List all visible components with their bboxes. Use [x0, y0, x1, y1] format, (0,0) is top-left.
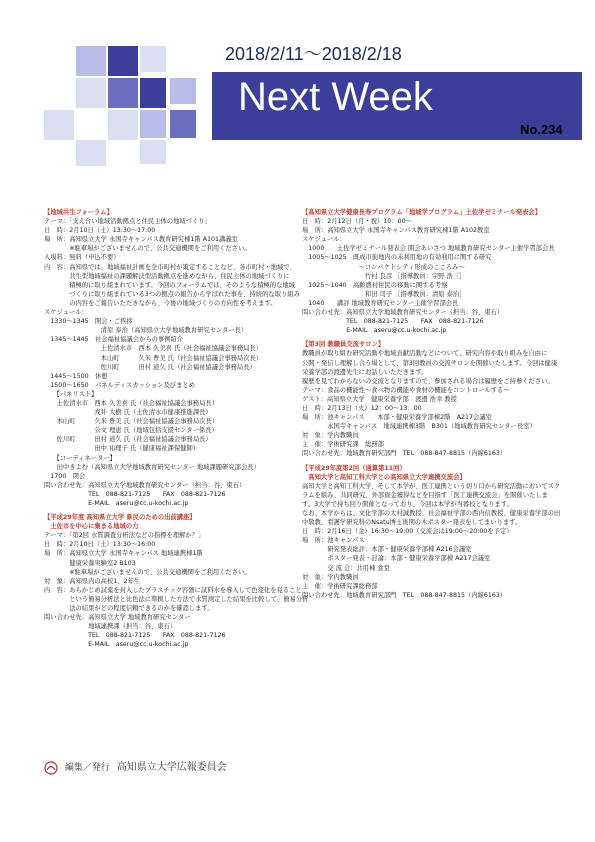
text-line: 履歴を見てわからないの交流となりますので、参加される場合は履歴をご持参ください。 [302, 377, 554, 385]
text-line: 公文 理恵 氏（地域包括支援センター係長） [44, 427, 218, 435]
text-line: 公開・発信し理解し合う場として、第3回教員の交流サロンを開催いたします。今回は健康 [302, 359, 558, 367]
text-line: 問い合わせ先：地域教育研究部門 TEL 088-847-8815（内線6163） [302, 591, 507, 599]
text-line: ゲスト：高知県立大学 健康栄養学部 渡邊 浩幸 教授 [302, 395, 457, 403]
text-line: 1445～1500 休憩 [44, 372, 108, 380]
text-line: 田中 祐理子 氏（健康福祉課保健師） [44, 445, 200, 453]
section-heading: 【地域共生フォーラム】 [44, 209, 113, 216]
text-line: 本山町 久米 豊美 氏（社会福祉協議会事務局次長） [44, 354, 263, 362]
issue-number: No.234 [520, 122, 563, 137]
text-line: E-MAIL aseru@cc.u-kochi.ac.jp [44, 641, 189, 649]
text-line: す。3大学で持ち回り開催となっており、今回は本学が当番校となります。 [302, 500, 513, 508]
text-line: 教職員が取り組む研究活動や地域貢献活動などについて、研究内容や取り組みを自由に [302, 350, 548, 358]
text-line: ～コンパクトシティ形成のこころみ～ [302, 263, 465, 271]
text-line: 法の結果がどの程度信頼できるのかを確認します。 [44, 605, 214, 613]
text-line: 共生型地域福祉の課題解決型活動拠点を進めながら、住民主体の地域づくりに [44, 272, 290, 280]
text-line: 高知大学と高知工科大学、そして本学が、医工連携という切り口から研究活動においてスク [302, 482, 561, 490]
section-heading: 【第3回 教職員交流サロン】 [302, 341, 385, 349]
text-line: 健康栄養実験室2 B103 [44, 559, 136, 567]
text-line: という簡易分析法と比色法に準拠した方法で水質測定した結果を比較して、簡易分析 [44, 595, 309, 603]
footer [44, 758, 227, 775]
text-line: 主 催：学術研究課 総務部 [302, 441, 384, 449]
deco-square [108, 46, 138, 76]
newsletter-title: Next Week [238, 75, 433, 119]
text-line: づくりに取り組まれている3つの拠点の報告から学ばれた事を、持続的な取り組み [44, 290, 300, 298]
text-line: 問い合わせ先：高知県立大学 地域教育研究センター [44, 614, 191, 622]
text-line: TEL 088-821-7125 FAX 088-821-7126 [44, 632, 226, 640]
text-line: 【パネリスト】 [44, 390, 98, 398]
text-line: 1500～1650 パネルディスカッション及びまとめ [44, 381, 195, 389]
text-line: 【コーディネーター】 [44, 454, 116, 462]
footer-publisher: 高知県立大学広報委員会 [116, 762, 227, 773]
text-line: 日 時：2月10日（土）13:30～16:00 [44, 541, 156, 549]
text-line: 1330～1345 開会・ご挨拶 [44, 318, 133, 326]
text-line: 佐川町 田村 道久 氏（社会福祉協議会事務局長） [44, 436, 212, 444]
text-line: ※駐車場がございませんので、公共交通機関をご利用ください。 [44, 245, 251, 253]
deco-square [170, 110, 196, 138]
text-line: 1345～1445 社会福祉協議会からの事例紹介 [44, 336, 184, 344]
left-column [44, 208, 309, 650]
deco-square [108, 110, 138, 140]
section-heading: 【平成29年度第2回（通算第11回） [302, 464, 406, 472]
deco-square [170, 78, 196, 104]
text-line: E-MAIL aseru@cc.u-kochi.ac.jp [44, 500, 189, 507]
text-line: テーマ：「支え合い地域活動拠点と住民主体の地域づくり」 [44, 218, 211, 226]
header [0, 0, 595, 200]
text-line: 竹村 良彦 ［指導教員：宇野 浩三］ [302, 272, 466, 280]
text-line: 交 流 会：共用棟 食堂 [302, 564, 390, 572]
text-line: 土佐清水市 西本 久美喜 氏（社会福祉協議会事務局長） [44, 399, 219, 407]
text-line: 対 象：学内教職員 [302, 573, 359, 581]
text-line: TEL 088-821-7125 FAX 088-821-7126 [302, 318, 484, 326]
deco-square [140, 46, 166, 72]
text-line: 問い合わせ先：高知県立大学地域教育研究センター（担当：谷、東石） [302, 309, 504, 317]
text-line: 研究発表総評：本部・健康栄養学部棟 A216会議室 [302, 546, 472, 554]
deco-square [76, 78, 106, 108]
text-line: 対 象：学内教職員 [302, 432, 359, 440]
text-line: 内 容：あらかじめ試薬を封入したプラスチック容器に試料水を導入して色変化を見ること [44, 586, 302, 594]
section-heading: 土佐市を中心に集まる地域の力 [44, 523, 139, 531]
date-range: 2018/2/11～2018/2/18 [225, 44, 402, 64]
text-line: 土佐清水市 西本 久美喜 氏（社会福祉協議会事務局長） [44, 345, 263, 353]
text-line: なお、本学からは、文化学部の大村誠教授、社会福祉学部の西内信教授、健康栄養学部の田 [302, 510, 561, 517]
text-line: 問い合わせ先：高知県立大学地域教育研究センター（担当：谷、東石） [44, 481, 246, 489]
text-line: 積極的に取り組まれています。今回のフォーラムでは、そのような積極的な地域 [44, 281, 295, 289]
section-heading: 【高知県立大学健康長寿プログラム「地域学プログラム」土佐学ゼミナール発表会】 [302, 209, 542, 216]
text-line: 日 時：2月10日（土）13:30～17:00 [44, 227, 156, 235]
text-line: 佐川町 田村 道久 氏（社会福祉協議会事務局長） [44, 363, 256, 371]
text-line: 中敬教、看護学研究科のNsatu博士後期の木ポスター発表をしてまいります。 [302, 519, 522, 527]
text-line: 場 所：池キャンパス [302, 537, 365, 545]
text-line: 地域連携課（担当：谷、東石） [44, 623, 177, 631]
text-line: 田中きよむ（高知県立大学地域教育研究センター 地域課題研究部会長） [44, 463, 260, 471]
text-line: 入場料：無料（申込不要） [44, 254, 120, 262]
text-line: ポスター発表・討論：本部・健康栄養学部棟 A217会議室 [302, 555, 491, 563]
text-line: 場 所：高知県立大学 永国寺キャンパス教育研究棟1階 A102教室 [302, 227, 490, 235]
section-heading: 【平成29年度 高知県立大学 県民のための出前講座】 [44, 514, 196, 522]
deco-square [76, 140, 106, 166]
text-line: テーマ：「第2回 水質調査分析法などの指標を理解か？」 [44, 532, 205, 540]
text-line: 1005～1025 既成市街地内の未利用地の有効利用に関する研究 [302, 254, 492, 262]
deco-square [140, 140, 166, 164]
text-line: 主 催：学術研究課総務部 [302, 582, 378, 590]
text-line: の内容をご報告いただきながら、今後の地域づくりの方向性を考えます。 [44, 299, 277, 307]
text-line: 栄養学部の渡邊先生にお話しいただきます。 [302, 368, 428, 376]
text-line: 日 時：2月16日（金）16:30～19:00（交流会は19:00～20:00を予定） [302, 528, 513, 536]
text-line: スケジュール： [302, 236, 346, 244]
text-line: 永国寺キャンパス 地域連携棟3階 B301（地域教育研究センター長室） [302, 423, 536, 431]
deco-square [108, 78, 138, 108]
text-line: 戎井 大樹 氏（土佐清水市健康推進課長） [44, 409, 212, 417]
university-logo-icon [44, 761, 58, 775]
text-line: E-MAIL aseru@cc.u-kochi.ac.jp [302, 327, 447, 335]
text-line: 対 象：高知県内の高校1、2年生 [44, 577, 141, 585]
text-line: 和田 司子 ［指導教員：清原 泰治］ [302, 290, 466, 298]
text-line: 問い合わせ先：地域教育研究部門 TEL 088-847-8815（内線6163） [302, 450, 507, 458]
right-column [302, 208, 564, 600]
deco-square [140, 78, 166, 108]
deco-square [76, 46, 106, 76]
text-line: ラムを組み、共同研究、外部資金獲得などを目指す「医工連携交流会」を開催いたしま [302, 491, 548, 499]
text-line: 本山町 久米 豊美 氏（社会福祉協議会事務局次長） [44, 418, 219, 426]
text-line: 1025～1040 高齢農村住民の移動に関する考察 [302, 281, 448, 289]
text-line: テーマ：食品の機能性～食べ物の機能や食材の機能をコントロールする～ [302, 386, 510, 394]
text-line: スケジュール： [44, 309, 88, 317]
footer-label: 編集／発行 [64, 763, 110, 773]
text-line: 日 時：2月13日（火）12：00～13：00 [302, 404, 422, 412]
text-line: 1700 閉会 [44, 472, 86, 480]
text-line: 1040 講評 地域教育研究センター主催学習部会長 [302, 299, 459, 307]
text-line: 内 容：高知県では、地域福祉計画を全市町村が策定することなど、各市町村・地域で、 [44, 263, 296, 271]
text-line: 日 時：2月12日（月・祝）10：00～ [302, 218, 412, 226]
text-line: 1000 土佐学ゼミナール発表会 開会あいさつ 地域教育研究センター主催学習部会長 [302, 245, 555, 253]
text-line: 場 所：高知県立大学 永国寺キャンパス 地域連携棟1階 [44, 550, 203, 558]
text-line: 場 所：高知県立大学 永国寺キャンパス教育研究棟1階 A101講義室 [44, 236, 238, 244]
text-line: TEL 088-821-7125 FAX 088-821-7126 [44, 490, 226, 498]
text-line: 場 所：池キャンパス 本部・健康栄養学部棟2階 A217会議室 [302, 414, 492, 422]
text-line: ※駐車場がございませんので、公共交通機関をご利用ください。 [44, 568, 251, 576]
deco-square [140, 110, 166, 138]
text-line: 清原 泰治（高知県立大学地域教育研究センター長） [44, 327, 248, 335]
deco-square [44, 110, 74, 140]
section-heading: 高知大学と高知工科大学との高知県立大学連携交流会】 [302, 473, 466, 481]
